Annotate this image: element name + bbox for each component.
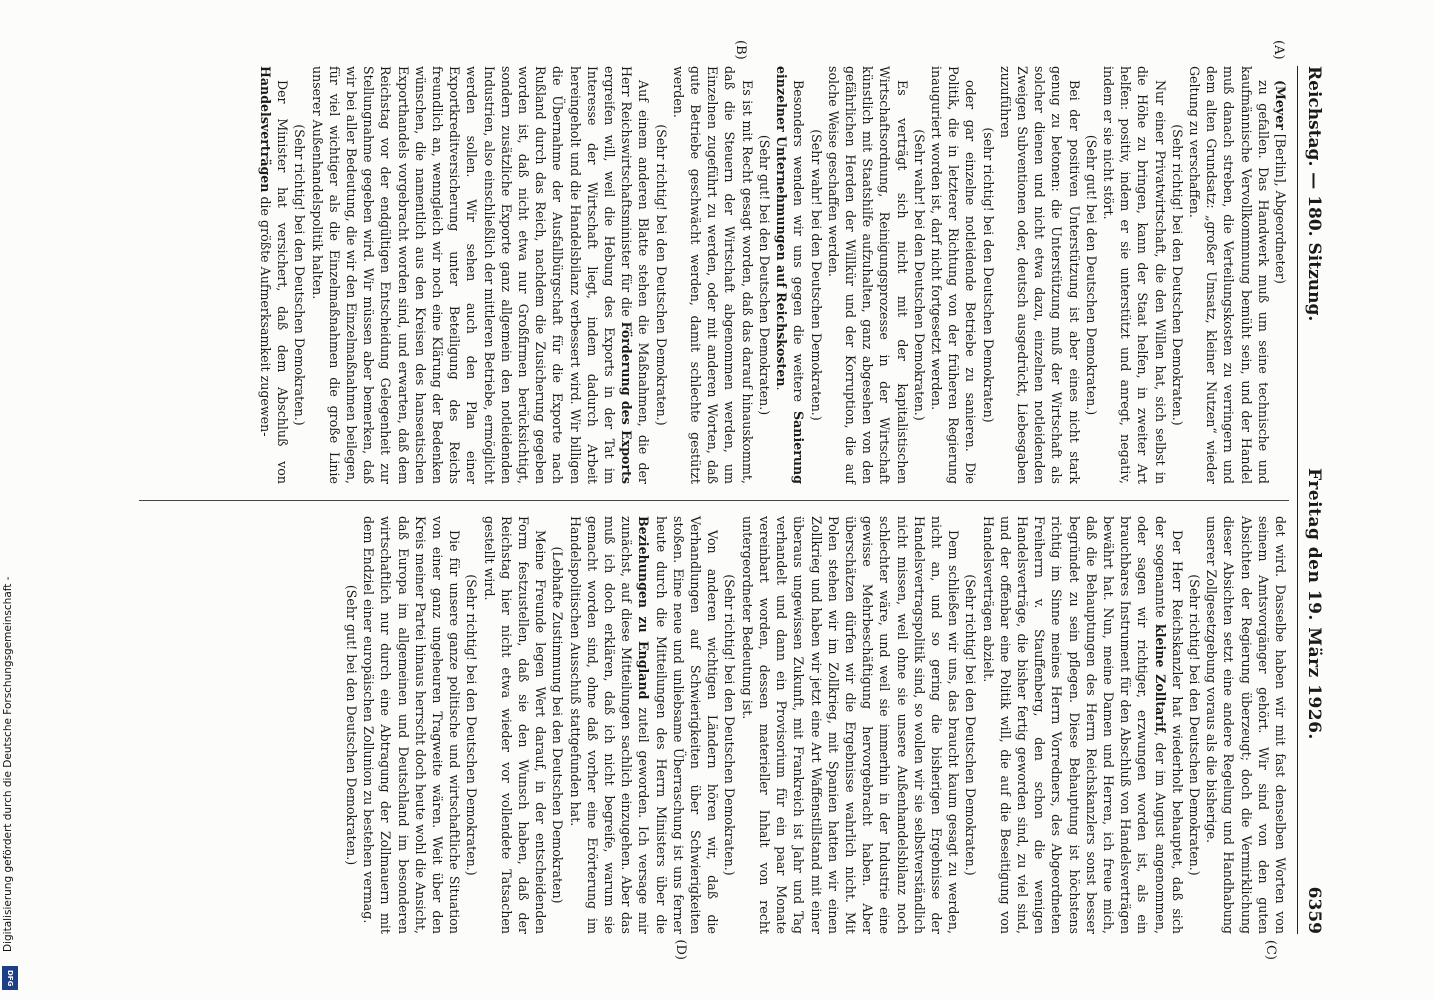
- paragraph: [1186, 66, 1272, 484]
- paragraph: [1272, 66, 1289, 484]
- paragraph-text: zu gefallen. Das Handwerk muß um seine technische und kaufmännische Vervollkommnung bemüht sein, und der Handel muß danach streben, die Verteilungskosten zu verringern und dem alten Grundsatz: „großer Umsatz, kleiner Nutzen“ wieder Geltung zu verschaffen.: [1186, 66, 1271, 484]
- paragraph: [257, 66, 291, 484]
- text-columns: [139, 40, 1289, 960]
- paragraph-text-continued: die größte Aufmerksamkeit zugewen-: [258, 192, 274, 437]
- emphasis-text: Beziehungen zu England: [636, 516, 652, 700]
- paragraph-text: oder gar einzelne notleidende Betriebe zu sanieren. Die Politik, die in letzterer Richtung von der früheren Regierung inauguriert worden ist, darf nicht fortgesetzt werden.: [928, 66, 979, 484]
- interjection-text: (Sehr richtig! bei den Deutschen Demokraten.): [722, 574, 738, 876]
- paragraph: [566, 516, 721, 934]
- speaker-name: (Meyer: [1273, 80, 1288, 130]
- emphasis-text: Förderung des Exports: [619, 321, 635, 484]
- paragraph: [739, 516, 963, 934]
- margin-mark-b: (B): [733, 40, 748, 60]
- page-header: [1297, 66, 1324, 934]
- interjection: [343, 516, 360, 934]
- interjection: [911, 66, 928, 484]
- digitization-credit-strip: [0, 0, 20, 1000]
- margin-mark-d: (D): [673, 939, 688, 960]
- paragraph-text: Es verträgt sich nicht mit der kapitalistischen Wirtschaftsordnung, Reinigungsprozesse in der Wirtschaft künstlich mit Staatshilfe aufzuhalten, ganz abgesehen von den gefährlichen Herden der Willkür und der Korruption, die auf solche Weise geschaffen werden.: [825, 66, 910, 484]
- interjection-text: (Sehr richtig! bei den Deutschen Demokraten.): [292, 124, 308, 426]
- paragraph: [979, 516, 1185, 934]
- emphasis-text: kleine Zolltarif: [1152, 624, 1168, 733]
- paragraph-text: Es ist mit Recht gesagt worden, daß das darauf hinauskommt, daß die Steuern der Wirtschaft abgenommen werden, um Einzelnen zugeführt zu werden, oder mit anderen Worten, daß gute Betriebe geschwächt werden, damit schlechte gestützt werden.: [670, 66, 755, 484]
- paragraph: [1203, 516, 1289, 934]
- paragraph-text: Die für unsere ganze politische und wirtschaftliche Situation von einer ganz ungeheuren Tragweite wären. Weit über den Kreis meiner Partei hinaus herrscht doch heute wohl die Ansicht, daß Europa im allgemeinen und Deutschland im besonderen wirtschaftlich nur durch eine Abtragung der Zollmauern mit dem Endziel einer europäischen Zollunion zu bestehen vermag.: [361, 516, 463, 934]
- paragraph: [997, 66, 1083, 484]
- right-column: [139, 516, 1289, 960]
- interjection: [962, 516, 979, 934]
- interjection: [652, 66, 669, 484]
- interjection-text: (Sehr gut! bei den Deutschen Demokraten.): [756, 134, 772, 416]
- digitization-credit-text: Digitalisierung gefördert durch die Deutsche Forschungsgemeinschaft -: [2, 576, 14, 952]
- interjection: [756, 66, 773, 484]
- interjection-text: (Sehr richtig! bei den Deutschen Demokraten.): [464, 574, 480, 876]
- interjection-text: (Sehr wahr! bei den Deutschen Demokraten.): [911, 129, 927, 421]
- paragraph-text: Der Minister hat versichert, daß dem Abschluß von: [275, 80, 291, 484]
- interjection: [291, 66, 308, 484]
- paragraph: [928, 66, 980, 484]
- paragraph-text: Meine Freunde legen Wert darauf, in der entscheidenden Form festzustellen, daß sie den Wunsch haben, daß der Reichstag hier nicht etwa wieder vor vollendete Tatsachen gestellt wird.: [481, 516, 549, 934]
- interjection-text: (Sehr gut! bei den Deutschen Demokraten.): [1083, 134, 1099, 416]
- interjection: [1169, 66, 1186, 484]
- rotated-document-page: [92, 30, 1342, 970]
- paragraph-text-continued: .: [774, 386, 790, 391]
- paragraph: [670, 66, 756, 484]
- left-column: [139, 40, 1289, 484]
- paragraph-text: Besonders wenden wir uns gegen die weitere: [791, 80, 807, 412]
- interjection-text: (Sehr richtig! bei den Deutschen Demokraten.): [963, 574, 979, 876]
- paragraph: [1100, 66, 1169, 484]
- interjection: [549, 516, 566, 934]
- paragraph: [360, 516, 463, 934]
- paragraph-text: Bei der positiven Unterstützung ist aber eines nicht stark genug zu betonen: die Unterstützung muß der Wirtschaft als solcher dienen und nicht etwa dazu, einzelnen notleidenden Zweigen Subventionen oder, deutsch ausgedrückt, Liebesgaben zuzuführen: [997, 66, 1082, 484]
- header-date: Freitag den 19. März 1926.: [1304, 468, 1324, 740]
- paragraph-text-continued: , der im August angenommen, oder sagen wir richtiger, erzwungen worden ist, als ein brauchbares Instrument für den Abschluß von Handelsverträgen bewährt hat. Nun, meine Damen und Herren, ich freue mich, daß die Behauptungen des Herrn Reichskanzlers sonst besser begründet zu sein pflegen. Diese Behauptung ist höchstens richtig im Sinne meines Herrn Vorredners, des Abgeordneten Freiherrn v. Stauffenberg, den schon die wenigen Handelsverträge, die bisher fertig geworden sind, zu viel sind, und der offenbar eine Politik will, die auf die Beseitigung von Handelsverträgen abzielt.: [980, 516, 1168, 934]
- interjection-text: (Lebhafte Zustimmung bei den Deutschen Demokraten): [550, 546, 566, 904]
- paragraph-text: [Berlin], Abgeordneter): [1273, 129, 1288, 284]
- paragraph-text-continued: zuteil geworden. Ich versage mir zunächst, auf diese Mitteilungen sachlich einzugehen. Aber das muß ich doch erklären, daß ich nicht begreife, warum sie gemacht worden sind, ohne daß vorher eine Erörterung im Handelspolitischen Ausschuß stattgefunden hat.: [567, 516, 652, 934]
- paragraph-text: Dem schließen wir uns, das braucht kaum gesagt zu werden, nicht an, und so gering die bisherigen Ergebnisse der Handelsvertragspolitik sind, so wollen wir sie selbstverständlich nicht missen, weil ohne sie unsere Außenhandelsbilanz noch schlechter wäre, und weil sie immerhin in der Industrie eine gewisse Mehrbeschäftigung hervorgebracht haben. Aber überschätzen dürfen wir die Ergebnisse wahrlich nicht. Mit Polen stehen wir im Zollkrieg, mit Spanien hatten wir einen Zollkrieg und haben wir jetzt eine Art Waffenstillstand mit einer überaus ungewissen Zukunft, mit Frankreich ist Jahr und Tag verhandelt und dann ein Provisorium für ein paar Monate vereinbart worden, dessen materieller Inhalt von recht untergeordneter Bedeutung ist.: [739, 516, 962, 934]
- interjection: [463, 516, 480, 934]
- emphasis-text: Sanierung einzelner Unternehmungen auf Reichskosten: [774, 66, 807, 484]
- interjection: [721, 516, 738, 934]
- interjection: [807, 66, 824, 484]
- interjection-text: (sehr richtig! bei den Deutschen Demokraten): [980, 127, 996, 423]
- paragraph: [773, 66, 807, 484]
- interjection: [1186, 516, 1203, 934]
- interjection-text: (Sehr richtig! bei den Deutschen Demokraten.): [1186, 574, 1202, 876]
- interjection-text: (Sehr wahr! bei den Deutschen Demokraten.): [808, 129, 824, 421]
- dfg-logo: DFG: [2, 966, 18, 990]
- paragraph-text: Von anderen wichtigen Ländern hören wir, daß die Verhandlungen auf Schwierigkeiten über Schwierigkeiten stoßen. Eine neue und unliebsame Überraschung ist uns ferner heute durch die Mitteilungen des Herrn Ministers über die: [653, 516, 721, 934]
- interjection-text: (Sehr richtig! bei den Deutschen Demokraten.): [653, 124, 669, 426]
- interjection-text: (Sehr richtig! bei den Deutschen Demokraten.): [1169, 124, 1185, 426]
- interjection-text: (Sehr gut! bei den Deutschen Demokraten.): [344, 584, 360, 866]
- emphasis-text: Handelsverträgen: [258, 66, 274, 193]
- paragraph-text: det wird. Dasselbe haben wir mit fast denselben Worten von seinem Amtsvorgänger gehört. Wir sind von den guten Absichten der Regierung überzeugt; doch die Vermirklichung dieser Absichten setzt eine andere Regelung und Handhabung unserer Zollgesetzgebung voraus als die bisherige.: [1204, 516, 1288, 934]
- margin-mark-c: (C): [1263, 939, 1278, 960]
- paragraph-text-continued: ergreifen will, weil die Hebung des Exports in der Tat im Interesse der Wirtschaft liegt, indem dadurch Arbeit hereingeholt und die Handelsbilanz verbessert wird. Wir billigen die Übernahme der Ausfallbürgschaft für die Exporte nach Rußland durch das Reich, nachdem die Zusicherung gegeben worden ist, daß nicht etwa nur Großfirmen berücksichtigt, sondern zusätzliche Exporte ganz allgemein den notleidenden Industrien, also einschließlich der mittleren Betriebe, ermöglicht werden sollen. Wir sehen auch den Plan einer Exportkreditversicherung unter Beteiligung des Reichs freundlich an, wenngleich wir noch eine Klärung der Bedenken wünschen, die namentlich aus den Kreisen des hanseatischen Exporthandels vorgebracht worden sind, und erwarten, daß dem Reichstag vor der endgültigen Entscheidung Gelegenheit zur Stellungnahme gegeben wird. Wir müssen aber bemerken, daß wir bei aller Bedeutung, die wir den Einzelmaßnahmen beilegen, für viel wichtiger als die Einzelmaßnahmen die große Linie unserer Außenhandelspolitik halten.: [309, 66, 618, 484]
- paragraph: [480, 516, 549, 934]
- margin-mark-a: (A): [1271, 40, 1286, 60]
- paragraph-text: Der Herr Reichskanzler hat wiederholt behauptet, daß sich der sogenannte: [1152, 516, 1185, 934]
- paragraph-text: Nur einer Privatwirtschaft, die den Willen hat, sich selbst in die Höhe zu bringen, kann der Staat helfen, in zweiter Art helfen: positiv, indem er sie unterstützt und anregt, negativ, indem er sie nicht stört.: [1100, 66, 1168, 484]
- interjection: [979, 66, 996, 484]
- paragraph-text: Auf einem anderen Blatte stehen die Maßnahmen, die der Herr Reichswirtschaftsminister für die: [619, 66, 652, 484]
- page-number: 6359: [1304, 886, 1324, 934]
- column-divider: [139, 500, 1289, 501]
- paragraph: [825, 66, 911, 484]
- interjection: [1083, 66, 1100, 484]
- paragraph: [308, 66, 652, 484]
- header-left: Reichstag. — 180. Sitzung.: [1304, 66, 1324, 322]
